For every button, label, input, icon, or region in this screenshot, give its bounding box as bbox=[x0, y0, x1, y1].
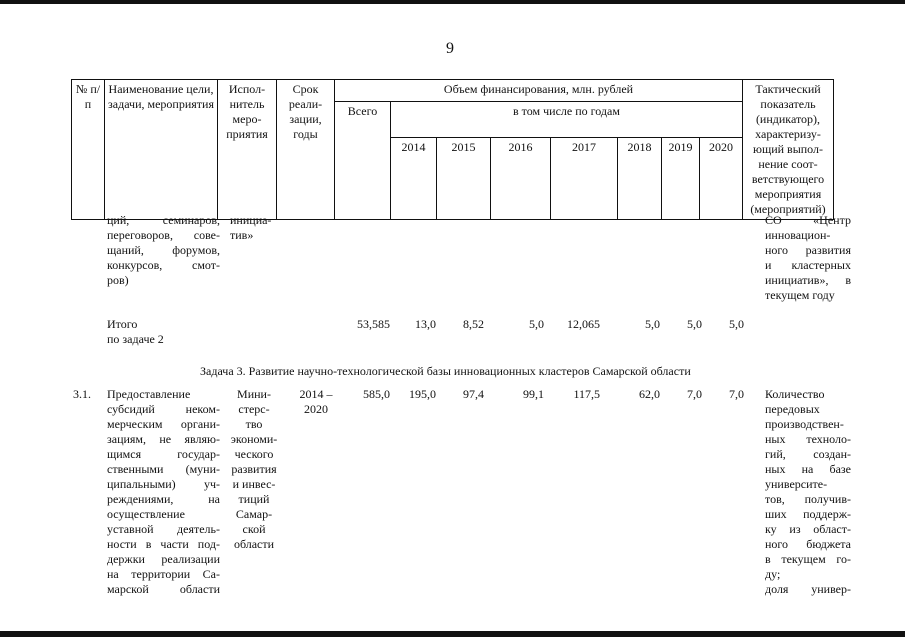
text-line: гий, создан- bbox=[765, 447, 851, 461]
text-line: ду; bbox=[765, 567, 781, 581]
row-3-1-2020: 7,0 bbox=[729, 387, 744, 401]
text-line: конкурсов, смот- bbox=[107, 258, 220, 272]
row-3-1-term bbox=[290, 387, 342, 417]
header-col-total: Всего bbox=[335, 102, 391, 220]
text-line: Предоставление bbox=[107, 387, 191, 401]
subtotal-2020: 5,0 bbox=[729, 317, 744, 331]
header-year-2014: 2014 bbox=[391, 138, 437, 220]
subtotal-2018: 5,0 bbox=[645, 317, 660, 331]
text-line: ности в части под- bbox=[107, 537, 220, 551]
text-line: реждениями, на bbox=[107, 492, 220, 506]
text-line: 2020 bbox=[304, 402, 328, 416]
text-line: экономи- bbox=[230, 432, 278, 446]
subtotal-2016: 5,0 bbox=[529, 317, 544, 331]
text-line: ного бюджета bbox=[765, 537, 851, 551]
text-line: стерс- bbox=[238, 402, 270, 416]
row-3-1-executor bbox=[226, 387, 282, 552]
header-year-2015: 2015 bbox=[437, 138, 491, 220]
text-line: доля универ- bbox=[765, 582, 851, 596]
text-line: тив» bbox=[230, 228, 254, 242]
row-3-1-number: 3.1. bbox=[73, 387, 91, 401]
row-3-1-2017: 117,5 bbox=[573, 387, 600, 401]
text-line: переговоров, сове- bbox=[107, 228, 220, 242]
header-year-2020: 2020 bbox=[700, 138, 743, 220]
row-3-1-total: 585,0 bbox=[363, 387, 390, 401]
row-3-1-2018: 62,0 bbox=[639, 387, 660, 401]
text-line: щаний, форумов, bbox=[107, 243, 220, 257]
header-col-indicator: Тактический показатель (индикатор), характеризу- ющий выпол- нение соот- ветствующего мероприятия (мероприятий) bbox=[743, 80, 834, 220]
page-number: 9 bbox=[446, 40, 454, 57]
bottom-border bbox=[0, 631, 905, 637]
text-line: текущем году bbox=[765, 288, 835, 302]
text-line: производствен- bbox=[765, 417, 844, 431]
text-line: области bbox=[233, 537, 275, 551]
subtotal-2017: 12,065 bbox=[567, 317, 600, 331]
row-3-1-indicator bbox=[765, 387, 851, 597]
text-line: инициа- bbox=[230, 213, 272, 227]
table-header bbox=[71, 79, 834, 220]
row-3-1-2014: 195,0 bbox=[409, 387, 436, 401]
header-year-2016: 2016 bbox=[491, 138, 551, 220]
text-line: мерческим органи- bbox=[107, 417, 220, 431]
header-year-2018: 2018 bbox=[618, 138, 662, 220]
header-col-executor: Испол- нитель меро- приятия bbox=[218, 80, 277, 220]
text-line: марской области bbox=[107, 582, 220, 596]
subtotal-label bbox=[107, 317, 220, 347]
task-3-title: Задача 3. Развитие научно-технологической базы инновационных кластеров Самарской области bbox=[200, 364, 691, 378]
subtotal-2014: 13,0 bbox=[415, 317, 436, 331]
text-line: передовых bbox=[765, 402, 820, 416]
text-line: уставной деятель- bbox=[107, 522, 220, 536]
row-3-1-2019: 7,0 bbox=[687, 387, 702, 401]
text-line: осуществление bbox=[107, 507, 185, 521]
text-line: ций, семинаров, bbox=[107, 213, 220, 227]
text-line: тво bbox=[245, 417, 263, 431]
header-year-2017: 2017 bbox=[551, 138, 618, 220]
header-col-term: Срок реали- зации, годы bbox=[277, 80, 335, 220]
text-line: инновацион- bbox=[765, 228, 831, 242]
subtotal-total: 53,585 bbox=[357, 317, 390, 331]
text-line: Количество bbox=[765, 387, 825, 401]
continuation-name bbox=[107, 213, 220, 288]
text-line: ных на базе bbox=[765, 462, 851, 476]
text-line: ших поддерж- bbox=[765, 507, 851, 521]
text-line: держки реализации bbox=[107, 552, 220, 566]
header-year-2019: 2019 bbox=[662, 138, 700, 220]
text-line: субсидий неком- bbox=[107, 402, 220, 416]
subtotal-2015: 8,52 bbox=[463, 317, 484, 331]
text-line: ного развития bbox=[765, 243, 851, 257]
row-3-1-name bbox=[107, 387, 220, 597]
text-line: и кластерных bbox=[765, 258, 851, 272]
text-line: на территории Са- bbox=[107, 567, 220, 581]
text-line: ской bbox=[242, 522, 266, 536]
text-line: инициатив», в bbox=[765, 273, 851, 287]
text-line: в текущем го- bbox=[765, 552, 851, 566]
text-line: университе- bbox=[765, 477, 828, 491]
text-line: ственными (муни- bbox=[107, 462, 220, 476]
text-line: щимся государ- bbox=[107, 447, 220, 461]
header-col-finance: Объем финансирования, млн. рублей bbox=[335, 80, 743, 102]
continuation-indicator bbox=[765, 213, 851, 303]
text-line: тов, получив- bbox=[765, 492, 851, 506]
text-line: ку из област- bbox=[765, 522, 851, 536]
text-line: Мини- bbox=[237, 387, 271, 401]
top-border bbox=[0, 0, 905, 4]
text-line: 2014 – bbox=[299, 387, 333, 401]
header-col-number: № п/п bbox=[72, 80, 105, 220]
text-line: СО «Центр bbox=[765, 213, 851, 227]
text-line: Итого bbox=[107, 317, 138, 331]
continuation-executor bbox=[230, 213, 290, 243]
subtotal-2019: 5,0 bbox=[687, 317, 702, 331]
row-3-1-2015: 97,4 bbox=[463, 387, 484, 401]
text-line: ров) bbox=[107, 273, 129, 287]
header-col-by-years: в том числе по годам bbox=[391, 102, 743, 138]
header-col-name: Наименование цели, задачи, мероприятия bbox=[105, 80, 218, 220]
text-line: ческого bbox=[234, 447, 274, 461]
text-line: ципальными) уч- bbox=[107, 477, 220, 491]
text-line: Самар- bbox=[235, 507, 273, 521]
text-line: и инвес- bbox=[232, 477, 276, 491]
text-line: по задаче 2 bbox=[107, 332, 164, 346]
text-line: тиций bbox=[238, 492, 270, 506]
text-line: развития bbox=[231, 462, 277, 476]
text-line: ных техноло- bbox=[765, 432, 851, 446]
text-line: зациям, не являю- bbox=[107, 432, 220, 446]
row-3-1-2016: 99,1 bbox=[523, 387, 544, 401]
